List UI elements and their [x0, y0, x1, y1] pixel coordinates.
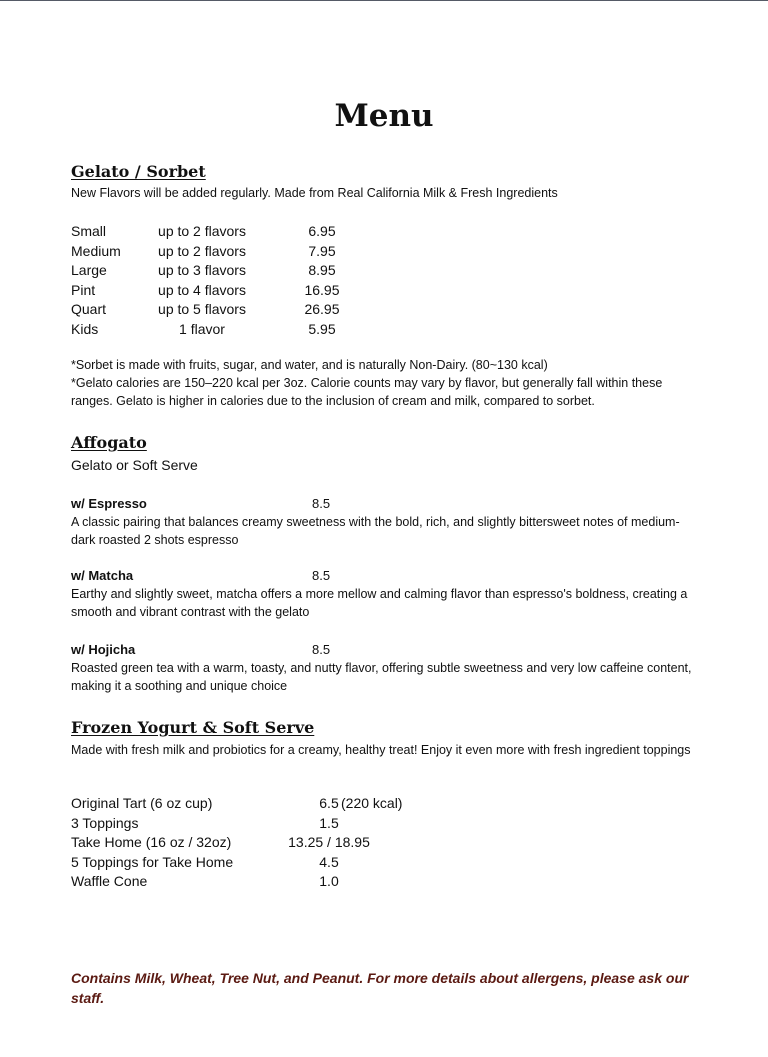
froyo-item-name: Take Home (16 oz / 32oz) [71, 834, 232, 850]
gelato-row [71, 281, 491, 301]
gelato-flavors: up to 2 flavors [158, 242, 246, 259]
gelato-row [71, 261, 491, 281]
froyo-item-price: 13.25 / 18.95 [288, 834, 370, 850]
gelato-size: Small [71, 223, 107, 239]
affogato-item-price: 8.5 [312, 496, 331, 511]
gelato-flavors: up to 3 flavors [158, 262, 246, 278]
froyo-item-name: Waffle Cone [71, 873, 148, 889]
froyo-row [71, 833, 491, 853]
froyo-item-price: 1.5 [319, 814, 339, 831]
gelato-price: 6.95 [308, 223, 336, 239]
gelato-size: Kids [71, 320, 99, 337]
froyo-item-price: 4.5 [319, 853, 339, 870]
affogato-item-name: w/ Hojicha [71, 642, 136, 657]
froyo-row [71, 853, 491, 873]
affogato-item-description: Earthy and slightly sweet, matcha offers a more mellow and calming flavor than espresso's boldness, creating a smooth and vibrant contrast with the gelato [71, 587, 688, 619]
affogato-item-name: w/ Espresso [71, 496, 147, 511]
froyo-row [71, 794, 491, 814]
affogato-item-description: A classic pairing that balances creamy sweetness with the bold, rich, and slightly bittersweet notes of medium-dark roasted 2 shots espresso [71, 515, 680, 547]
gelato-size: Pint [71, 281, 96, 298]
froyo-row [71, 872, 491, 892]
froyo-item-name: 3 Toppings [71, 814, 139, 831]
froyo-item-name: 5 Toppings for Take Home [71, 853, 234, 870]
gelato-price: 16.95 [304, 281, 340, 298]
affogato-subtitle: Gelato or Soft Serve [71, 457, 198, 473]
affogato-item-name: w/ Matcha [71, 568, 134, 583]
froyo-item-name: Original Tart (6 oz cup) [71, 795, 213, 811]
froyo-item-price: 1.0 [319, 873, 339, 889]
gelato-flavors: up to 5 flavors [158, 301, 246, 317]
gelato-flavors: up to 2 flavors [158, 223, 246, 239]
affogato-item-header [71, 641, 491, 659]
gelato-row [71, 222, 491, 242]
allergen-notice: Contains Milk, Wheat, Tree Nut, and Peanut. For more details about allergens, please ask our staff. [71, 970, 689, 1006]
froyo-row [71, 814, 491, 834]
gelato-size: Quart [71, 301, 107, 317]
gelato-price: 8.95 [308, 262, 336, 278]
sorbet-note: *Sorbet is made with fruits, sugar, and water, and is naturally Non-Dairy. (80~130 kcal) [71, 358, 548, 372]
gelato-heading: Gelato / Sorbet [71, 162, 206, 181]
gelato-row [71, 320, 491, 340]
gelato-row [71, 300, 491, 320]
gelato-flavors: up to 4 flavors [158, 281, 246, 298]
gelato-row [71, 242, 491, 262]
gelato-size: Medium [71, 242, 121, 259]
affogato-heading: Affogato [71, 433, 147, 452]
gelato-calorie-note: *Gelato calories are 150–220 kcal per 3oz. Calorie counts may vary by flavor, but generally fall within these ranges. Gelato is higher in calories due to the inclusion of cream and milk, compared to sorbet. [71, 376, 663, 408]
affogato-item-price: 8.5 [312, 568, 331, 583]
gelato-size: Large [71, 262, 107, 278]
froyo-item-kcal: (220 kcal) [341, 795, 403, 811]
gelato-price: 5.95 [308, 320, 336, 337]
gelato-price: 26.95 [304, 301, 340, 317]
gelato-price: 7.95 [308, 242, 336, 259]
affogato-item-price: 8.5 [312, 642, 331, 657]
page-top-border [0, 0, 768, 1]
page-title: Menu [334, 98, 434, 134]
affogato-item-description: Roasted green tea with a warm, toasty, and nutty flavor, offering subtle sweetness and very low caffeine content, making it a soothing and unique choice [71, 661, 692, 693]
affogato-item-header [71, 495, 491, 513]
affogato-item-header [71, 567, 491, 585]
froyo-description: Made with fresh milk and probiotics for a creamy, healthy treat! Enjoy it even more with fresh ingredient toppings [71, 743, 691, 757]
gelato-flavors: 1 flavor [179, 320, 225, 337]
froyo-item-price: 6.5 [319, 795, 339, 811]
gelato-description: New Flavors will be added regularly. Made from Real California Milk & Fresh Ingredients [71, 186, 558, 200]
froyo-heading: Frozen Yogurt & Soft Serve [71, 718, 315, 737]
